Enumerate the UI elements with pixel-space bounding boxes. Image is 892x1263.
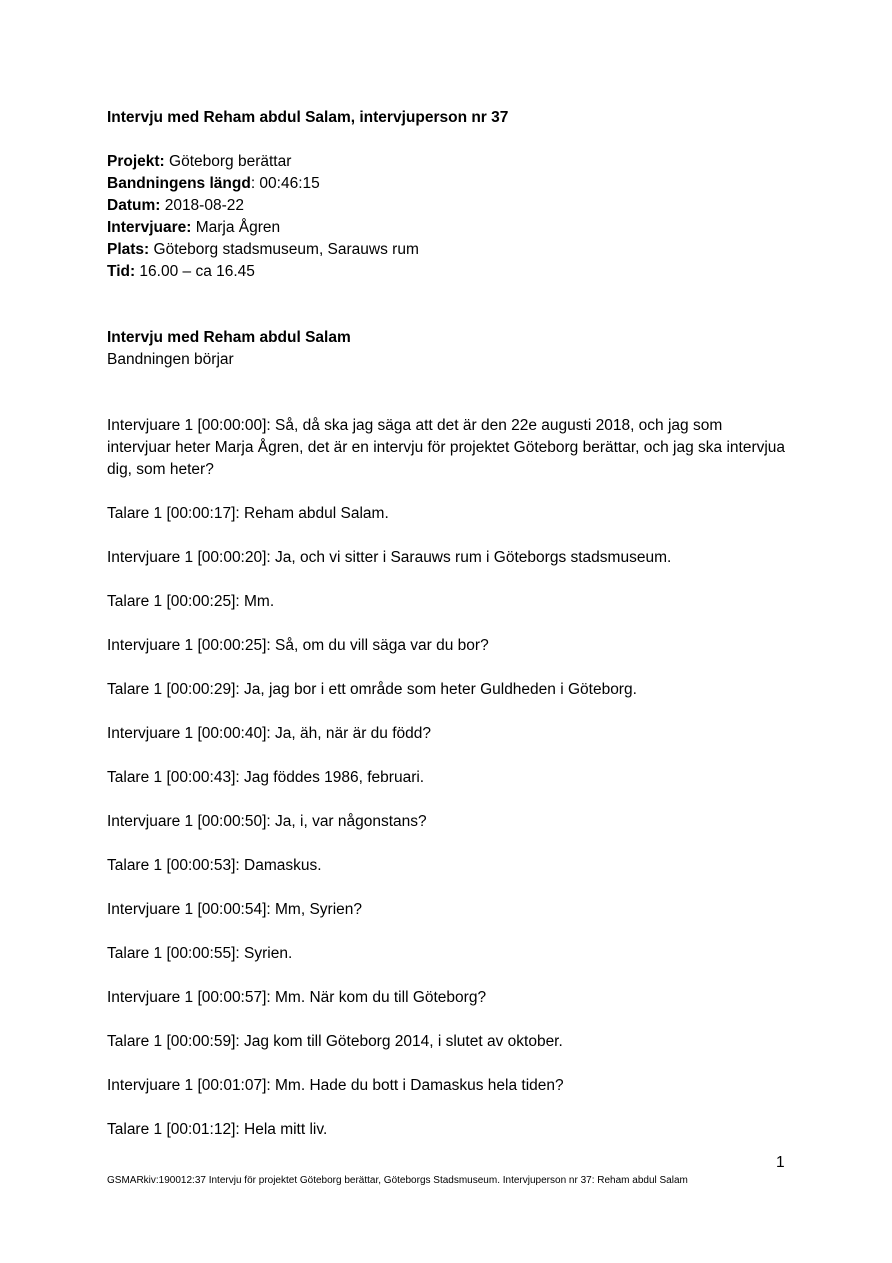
transcript-turn: Talare 1 [00:00:53]: Damaskus. — [107, 857, 322, 874]
transcript-turn: Intervjuare 1 [00:00:54]: Mm, Syrien? — [107, 901, 363, 918]
transcript-turn: Intervjuare 1 [00:00:40]: Ja, äh, när är du född? — [107, 725, 431, 742]
transcript-turn: Talare 1 [00:01:12]: Hela mitt liv. — [107, 1121, 328, 1138]
metadata-value: Göteborg berättar — [164, 153, 292, 170]
transcript-turn: Intervjuare 1 [00:00:57]: Mm. När kom du till Göteborg? — [107, 989, 487, 1006]
metadata-label: Projekt: — [107, 153, 165, 170]
metadata-value: Göteborg stadsmuseum, Sarauws rum — [149, 241, 419, 258]
metadata-value: 16.00 – ca 16.45 — [135, 263, 255, 280]
metadata-label: Bandningens längd — [107, 175, 251, 192]
section-title: Intervju med Reham abdul Salam — [107, 329, 351, 346]
document-body — [107, 107, 787, 1163]
metadata-value: : 00:46:15 — [250, 175, 320, 192]
metadata-label: Datum: — [107, 197, 161, 214]
metadata-label: Intervjuare: — [107, 219, 192, 236]
metadata-line-place — [107, 239, 787, 261]
transcript-turn: Talare 1 [00:00:25]: Mm. — [107, 593, 275, 610]
transcript-turn: Intervjuare 1 [00:00:20]: Ja, och vi sitter i Sarauws rum i Göteborgs stadsmuseum. — [107, 549, 672, 566]
transcript-turn: Intervjuare 1 [00:00:00]: Så, då ska jag säga att det är den 22e augusti 2018, och jag som intervjuar heter Marja Ågren, det är en intervju för projektet Göteborg berättar, och jag ska intervjua dig, som heter? — [107, 417, 786, 478]
transcript-turn: Intervjuare 1 [00:00:25]: Så, om du vill säga var du bor? — [107, 637, 489, 654]
metadata-line-time — [107, 261, 787, 283]
metadata-line-project — [107, 151, 787, 173]
transcript-turn: Talare 1 [00:00:55]: Syrien. — [107, 945, 293, 962]
metadata-value: 2018-08-22 — [160, 197, 244, 214]
transcript-turn: Talare 1 [00:00:43]: Jag föddes 1986, februari. — [107, 769, 425, 786]
transcript — [107, 415, 787, 1141]
metadata-label: Plats: — [107, 241, 150, 258]
transcript-turn: Intervjuare 1 [00:00:50]: Ja, i, var någonstans? — [107, 813, 427, 830]
metadata-label: Tid: — [107, 263, 136, 280]
metadata-line-interviewer — [107, 217, 787, 239]
footer-text: GSMARkiv:190012:37 Intervju för projektet Göteborg berättar, Göteborgs Stadsmuseum. Intervjuperson nr 37: Reham abdul Salam — [107, 1175, 688, 1186]
section-subtitle: Bandningen börjar — [107, 351, 234, 368]
transcript-turn: Talare 1 [00:00:59]: Jag kom till Göteborg 2014, i slutet av oktober. — [107, 1033, 563, 1050]
transcript-turn: Talare 1 [00:00:17]: Reham abdul Salam. — [107, 505, 389, 522]
transcript-turn: Talare 1 [00:00:29]: Ja, jag bor i ett område som heter Guldheden i Göteborg. — [107, 681, 637, 698]
metadata-line-duration — [107, 173, 787, 195]
document-title: Intervju med Reham abdul Salam, intervjuperson nr 37 — [107, 109, 509, 126]
page-number: 1 — [776, 1154, 785, 1171]
transcript-turn: Intervjuare 1 [00:01:07]: Mm. Hade du bott i Damaskus hela tiden? — [107, 1077, 564, 1094]
metadata-value: Marja Ågren — [191, 219, 281, 236]
metadata-block — [107, 151, 787, 283]
metadata-line-date — [107, 195, 787, 217]
